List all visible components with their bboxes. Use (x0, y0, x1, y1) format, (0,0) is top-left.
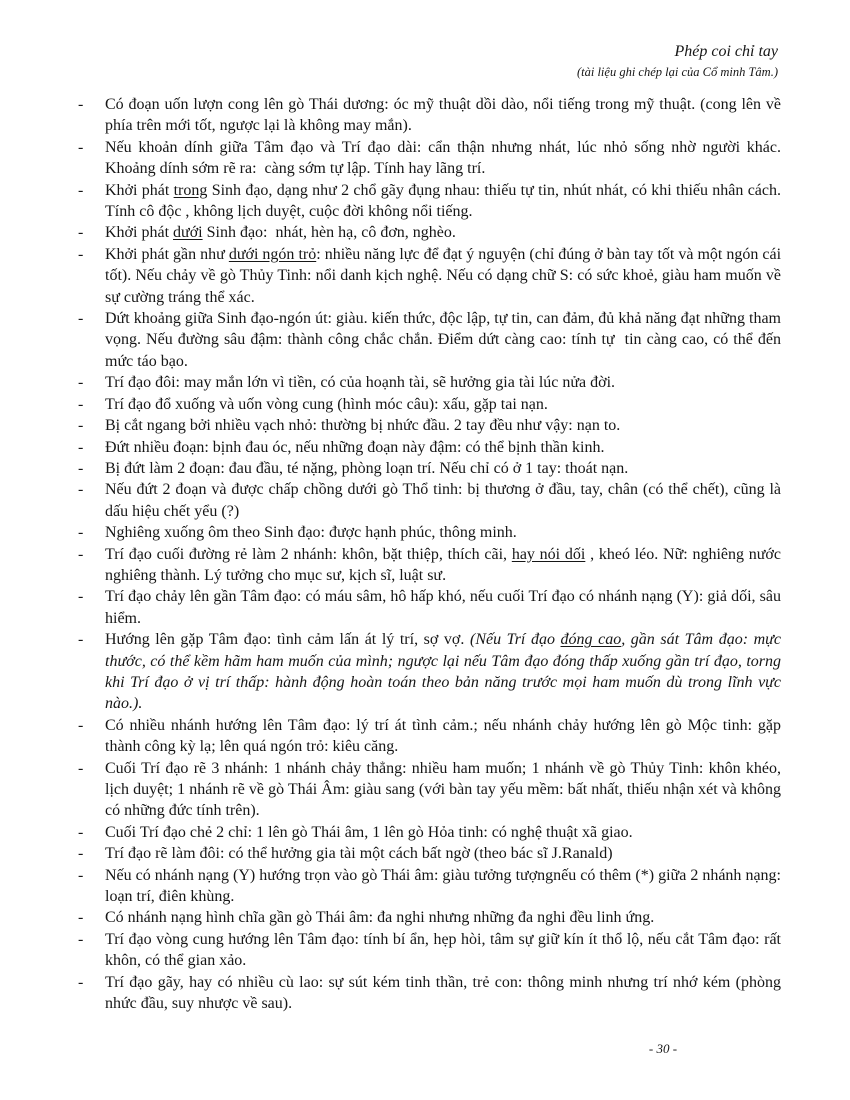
list-item (75, 822, 781, 843)
bullet-dash: - (78, 588, 84, 606)
bullet-dash: - (78, 930, 84, 948)
list-item-text: Dứt khoảng giữa Sinh đạo-ngón út: giàu. kiến thức, độc lập, tự tin, can đảm, đủ khả năng đạt những tham vọng. Nếu đường sâu đậm: thành công chắc chắn. Điểm dứt càng cao: tính tự tin càng cao, có thể đến mức táo bạo. (105, 310, 781, 370)
list-item-text: Nếu có nhánh nạng (Y) hướng trọn vào gò Thái âm: giàu tưởng tượngnếu có thêm (*) giữa 2 nhánh nạng: loạn trí, điên khùng. (105, 866, 781, 906)
bullet-list (75, 94, 781, 1014)
list-item-text: Trí đạo đôi: may mắn lớn vì tiền, có của hoạnh tài, sẽ hưởng gia tài lúc nửa đời. (105, 374, 616, 392)
list-item (75, 308, 781, 372)
bullet-dash: - (78, 245, 84, 263)
list-item-text: Trí đạo gãy, hay có nhiều cù lao: sự sút kém tinh thần, trẻ con: thông minh nhưng trí nhớ kém (phòng nhức đầu, suy nhược về sau). (105, 973, 781, 1013)
bullet-dash: - (78, 823, 84, 841)
page-header (577, 42, 778, 80)
bullet-dash: - (78, 96, 84, 113)
list-item-text: Đứt nhiều đoạn: bịnh đau óc, nếu những đoạn này đậm: có thể bịnh thần kinh. (105, 438, 605, 456)
bullet-dash: - (78, 845, 84, 863)
list-item (75, 586, 781, 629)
list-item (75, 437, 781, 458)
list-item (75, 479, 781, 522)
page-subtitle: (tài liệu ghi chép lại của Cổ minh Tâm.) (576, 65, 778, 79)
list-item-text: Nghiêng xuống ôm theo Sinh đạo: được hạnh phúc, thông minh. (105, 524, 517, 542)
list-item-text: Cuối Trí đạo chẻ 2 chỉ: 1 lên gò Thái âm, 1 lên gò Hỏa tinh: có nghệ thuật xã giao. (105, 823, 633, 841)
list-item (75, 222, 781, 243)
bullet-dash: - (78, 224, 84, 242)
list-item (75, 458, 781, 479)
list-item-text: Có đoạn uốn lượn cong lên gò Thái dương: óc mỹ thuật dồi dào, nổi tiếng trong mỹ thuật. (cong lên về phía trên mới tốt, ngược lại là không may mắn). (105, 96, 781, 135)
list-item (75, 907, 781, 928)
list-item (75, 137, 781, 180)
bullet-dash: - (78, 759, 84, 777)
bullet-dash: - (78, 374, 84, 392)
page-title: Phép coi chỉ tay (674, 43, 778, 60)
bullet-dash: - (78, 438, 84, 456)
bullet-dash: - (78, 310, 84, 328)
list-item (75, 415, 781, 436)
list-item (75, 94, 781, 137)
bullet-dash: - (78, 138, 84, 156)
list-item-text: Trí đạo chảy lên gần Tâm đạo: có máu sâm, hô hấp khó, nếu cuối Trí đạo có nhánh nạng (Y): giả dối, sâu hiểm. (105, 588, 781, 627)
list-item (75, 244, 781, 308)
list-item-text: Khởi phát dưới Sinh đạo: nhát, hèn hạ, cô đơn, nghèo. (105, 224, 456, 242)
bullet-dash: - (78, 481, 84, 499)
list-item-text: Trí đạo cuối đường rẻ làm 2 nhánh: khôn, bặt thiệp, thích cãi, hay nói dối , kheó léo. Nữ: nghiêng nước nghiêng thành. Lý tưởng cho mục sư, kịch sĩ, luật sư. (105, 545, 781, 584)
list-item (75, 180, 781, 223)
list-item (75, 394, 781, 415)
list-item (75, 972, 781, 1015)
list-item-text: Nếu khoản dính giữa Tâm đạo và Trí đạo dài: cẩn thận nhưng nhát, lúc nhỏ sống nhờ người khác. Khoảng dính sớm rẽ ra: càng sớm tự lập. Tính hay lãng trí. (105, 138, 781, 178)
list-item-text: Cuối Trí đạo rẽ 3 nhánh: 1 nhánh chảy thẳng: nhiều ham muốn; 1 nhánh về gò Thủy Tinh: khôn khéo, lịch duyệt; 1 nhánh rẽ về gò Thái Âm: giàu sang (với bàn tay yếu mềm: bất nhất, thiếu nhận xét và không có những đức tính trên). (105, 759, 781, 820)
list-item-text: Trí đạo rẽ làm đôi: có thể hưởng gia tài một cách bất ngờ (theo bác sĩ J.Ranald) (105, 845, 613, 863)
list-item-text: Trí đạo vòng cung hướng lên Tâm đạo: tính bí ẩn, hẹp hòi, tâm sự giữ kín ít thổ lộ, nếu cắt Tâm đạo: rất khôn, có thể gian xảo. (105, 930, 781, 970)
bullet-dash: - (78, 459, 84, 477)
bullet-dash: - (78, 395, 84, 413)
list-item-text: Nếu đứt 2 đoạn và được chấp chồng dưới gò Thổ tinh: bị thương ở đầu, tay, chân (có thể chết), cũng là dấu hiệu chết yểu (?) (105, 481, 781, 520)
list-item (75, 715, 781, 758)
list-item-text: Khởi phát gần như dưới ngón trỏ: nhiều năng lực để đạt ý nguyện (chỉ đúng ở bàn tay tốt và một ngón cái tốt). Nếu chảy về gò Thủy Tinh: nổi danh kịch nghệ. Nếu có dạng chữ S: có sức khoẻ, giàu ham muốn về sự cường tráng thể xác. (105, 245, 782, 306)
bullet-dash: - (78, 631, 84, 649)
list-item-text: Bị cắt ngang bởi nhiều vạch nhỏ: thường bị nhức đầu. 2 tay đều như vậy: nạn to. (105, 417, 621, 435)
bullet-dash: - (78, 545, 84, 563)
bullet-dash: - (78, 866, 84, 884)
list-item (75, 522, 781, 543)
list-item (75, 865, 781, 908)
bullet-dash: - (78, 716, 84, 734)
bullet-dash: - (78, 909, 84, 927)
list-item (75, 843, 781, 864)
list-item (75, 629, 781, 715)
list-item (75, 929, 781, 972)
list-item (75, 544, 781, 587)
bullet-dash: - (78, 181, 84, 199)
bullet-dash: - (78, 524, 84, 542)
list-item-text: Bị đứt làm 2 đoạn: đau đầu, té nặng, phòng loạn trí. Nếu chỉ có ở 1 tay: thoát nạn. (105, 459, 629, 477)
list-item (75, 758, 781, 822)
bullet-dash: - (78, 973, 84, 991)
list-item-text: Có nhánh nạng hình chĩa gần gò Thái âm: đa nghi nhưng những đa nghi đều linh ứng. (105, 909, 655, 927)
list-item-text: Trí đạo đổ xuống và uốn vòng cung (hình móc câu): xấu, gặp tai nạn. (105, 395, 548, 413)
list-item-text: Hướng lên gặp Tâm đạo: tình cảm lấn át lý trí, sợ vợ. (Nếu Trí đạo đóng cao, gần sát Tâm đạo: mực thước, có thể kềm hãm ham muốn của mình; ngược lại nếu Tâm đạo đóng thấp xuống gần trí đạo, torng khi Trí đạo ở vị trí thấp: hành động hoàn toán theo bản năng trước mọi ham muốn dù trong lĩnh vực nào.). (105, 631, 781, 713)
list-item (75, 372, 781, 393)
list-item-text: Khởi phát trong Sinh đạo, dạng như 2 chổ gãy đụng nhau: thiếu tự tin, nhút nhát, có khi thiếu nhân cách. Tính cô độc , không lịch duyệt, cuộc đời không nổi tiếng. (105, 181, 781, 221)
bullet-dash: - (78, 417, 84, 435)
list-item-text: Có nhiều nhánh hướng lên Tâm đạo: lý trí át tình cảm.; nếu nhánh chảy hướng lên gò Mộc tinh: gặp thành công kỳ lạ; lên quá ngón trỏ: kiêu căng. (105, 716, 781, 756)
page-number: - 30 - (648, 1041, 678, 1056)
